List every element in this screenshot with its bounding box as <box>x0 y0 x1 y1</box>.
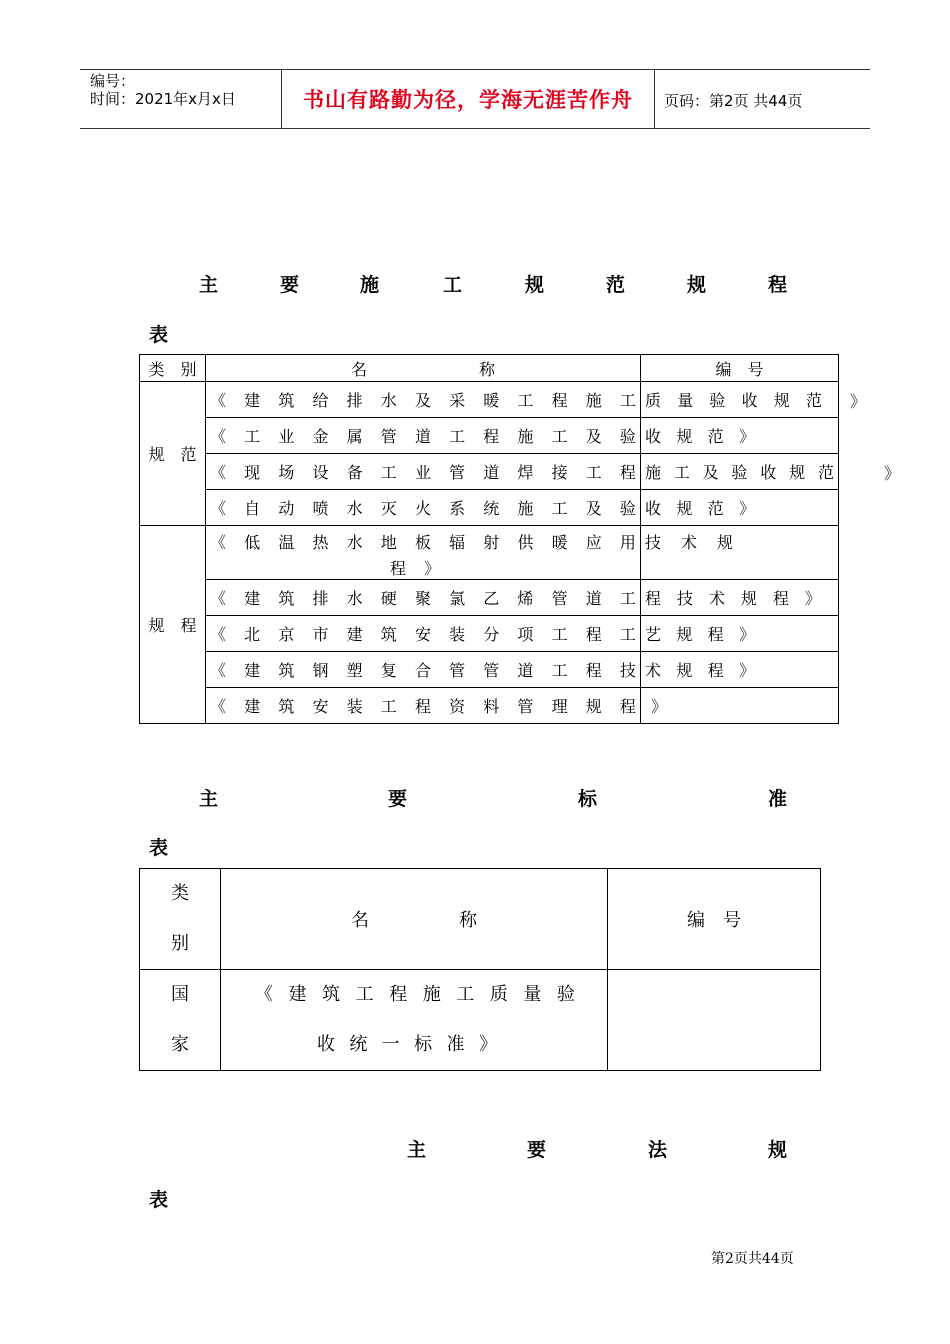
char: 工 <box>619 589 636 608</box>
table-row <box>140 652 839 688</box>
char: 及 <box>585 427 602 446</box>
char: 安 <box>414 625 431 644</box>
name-cell <box>221 970 608 1071</box>
char: 《 <box>210 697 227 716</box>
char: 建 <box>244 661 261 680</box>
char: 市 <box>312 625 329 644</box>
char: 施 <box>517 427 534 446</box>
char: 工 <box>551 661 568 680</box>
name-text <box>206 586 640 609</box>
name-cell <box>206 688 641 724</box>
char: 技 <box>676 589 693 608</box>
char: 场 <box>278 463 295 482</box>
section3-title-tail: 表 <box>149 1189 169 1211</box>
char: 及 <box>702 463 719 482</box>
char: 工 <box>517 391 534 410</box>
char: 规 <box>716 533 733 552</box>
char: 用 <box>619 533 636 552</box>
name-continuation: 程》 <box>390 559 459 578</box>
char: 量 <box>523 984 542 1005</box>
header-name: 名 称 <box>206 355 641 382</box>
char: 装 <box>449 625 466 644</box>
char: 《 <box>210 661 227 680</box>
char: 氯 <box>449 589 466 608</box>
overflow-mark: 》 <box>884 464 901 483</box>
char: 资 <box>449 697 466 716</box>
char: 理 <box>551 697 568 716</box>
category-line: 家 <box>171 1034 189 1055</box>
char: 验 <box>619 427 636 446</box>
code-cell <box>641 490 839 526</box>
table-row <box>140 970 821 1071</box>
header-code: 编 号 <box>641 355 839 382</box>
char: 道 <box>483 463 500 482</box>
code-text <box>641 530 737 553</box>
header-top-rule <box>80 69 870 70</box>
name-cell <box>206 652 641 688</box>
name-cell <box>206 580 641 616</box>
header-category <box>140 869 221 970</box>
char: 收 <box>760 463 777 482</box>
char: 工 <box>355 984 374 1005</box>
char: 水 <box>380 391 397 410</box>
char: 工 <box>456 984 475 1005</box>
char: 建 <box>346 625 363 644</box>
char: 验 <box>709 391 726 410</box>
char: 工 <box>551 499 568 518</box>
char: 道 <box>414 427 431 446</box>
char: 动 <box>278 499 295 518</box>
char: 程 <box>707 661 724 680</box>
char: 收 <box>741 391 758 410</box>
category-cell: 规 程 <box>140 526 206 724</box>
header-category: 类 别 <box>140 355 206 382</box>
name-text <box>206 460 640 483</box>
char: 规 <box>676 499 693 518</box>
char: 程 <box>551 391 568 410</box>
header-category-line: 别 <box>171 933 189 954</box>
code-cell <box>641 580 839 616</box>
char: 属 <box>346 427 363 446</box>
table-header-row <box>140 355 839 382</box>
char: 塑 <box>346 661 363 680</box>
char: 京 <box>278 625 295 644</box>
char: 暖 <box>551 533 568 552</box>
char: 质 <box>645 391 662 410</box>
char: 筑 <box>278 697 295 716</box>
char: 管 <box>483 661 500 680</box>
char: 水 <box>346 589 363 608</box>
title-char: 规 <box>525 274 545 296</box>
char: 地 <box>380 533 397 552</box>
char: 工 <box>673 463 690 482</box>
name-cell <box>206 526 641 580</box>
char: 设 <box>312 463 329 482</box>
char: 应 <box>585 533 602 552</box>
char: 供 <box>517 533 534 552</box>
char: 项 <box>517 625 534 644</box>
char: 合 <box>414 661 431 680</box>
table-row <box>140 490 839 526</box>
char: 工 <box>449 427 466 446</box>
char: 水 <box>346 499 363 518</box>
char: 工 <box>380 463 397 482</box>
name-cell <box>206 418 641 454</box>
code-text <box>641 424 759 447</box>
char: 辐 <box>449 533 466 552</box>
name-text <box>313 1020 501 1070</box>
serial-label: 编号： <box>90 72 136 90</box>
title-char: 施 <box>360 274 380 296</box>
char: 管 <box>449 463 466 482</box>
category-line: 国 <box>171 984 189 1005</box>
code-cell <box>608 970 821 1071</box>
char: 程 <box>772 589 789 608</box>
char: 自 <box>244 499 261 518</box>
main-standards-table <box>139 868 821 1071</box>
char: 》 <box>738 625 755 644</box>
code-text <box>641 658 759 681</box>
char: 《 <box>210 589 227 608</box>
table-row <box>140 454 839 490</box>
char: 接 <box>551 463 568 482</box>
char: 术 <box>645 661 662 680</box>
title-char: 规 <box>768 1139 788 1161</box>
char: 范 <box>707 499 724 518</box>
char: 范 <box>817 463 834 482</box>
char: 收 <box>645 499 662 518</box>
char: 硬 <box>380 589 397 608</box>
char: 一 <box>381 1034 400 1055</box>
char: 管 <box>551 589 568 608</box>
char: 管 <box>449 661 466 680</box>
char: 量 <box>677 391 694 410</box>
table-row <box>140 688 839 724</box>
header-code: 编 号 <box>608 869 821 970</box>
char: 给 <box>312 391 329 410</box>
name-text <box>206 694 640 717</box>
char: 暖 <box>483 391 500 410</box>
char: 范 <box>707 427 724 446</box>
char: 采 <box>449 391 466 410</box>
char: 程 <box>619 463 636 482</box>
code-cell <box>641 454 839 490</box>
char: 钢 <box>312 661 329 680</box>
header-category-line: 类 <box>171 883 189 904</box>
char: 现 <box>244 463 261 482</box>
char: 规 <box>676 661 693 680</box>
char: 程 <box>389 984 408 1005</box>
name-text <box>206 530 640 553</box>
section1-title <box>0 270 950 294</box>
char: 筑 <box>380 625 397 644</box>
char: 程 <box>414 697 431 716</box>
char: 统 <box>483 499 500 518</box>
char: 施 <box>422 984 441 1005</box>
char: 范 <box>805 391 822 410</box>
char: 技 <box>645 533 662 552</box>
char: 程 <box>585 661 602 680</box>
header-motto: 书山有路勤为径，学海无涯苦作舟 <box>303 88 633 112</box>
char: 规 <box>789 463 806 482</box>
table-row <box>140 616 839 652</box>
char: 北 <box>244 625 261 644</box>
char: 管 <box>380 427 397 446</box>
name-text <box>206 622 640 645</box>
name-cell <box>206 454 641 490</box>
char: 烯 <box>517 589 534 608</box>
name-text <box>206 388 640 411</box>
code-cell <box>641 616 839 652</box>
char: 建 <box>288 984 307 1005</box>
title-char: 准 <box>768 788 788 810</box>
title-char: 要 <box>280 274 300 296</box>
table-row <box>140 382 839 418</box>
char: 建 <box>244 391 261 410</box>
char: 规 <box>773 391 790 410</box>
title-char: 要 <box>388 788 408 810</box>
char: 艺 <box>645 625 662 644</box>
table-row <box>140 418 839 454</box>
char: 《 <box>210 533 227 552</box>
time-label: 时间：2021年x月x日 <box>90 90 236 108</box>
char: 程 <box>619 697 636 716</box>
char: 《 <box>210 499 227 518</box>
overflow-mark: 》 <box>850 392 867 411</box>
name-text <box>206 496 640 519</box>
char: 低 <box>244 533 261 552</box>
char: 施 <box>585 391 602 410</box>
category-cell: 规 范 <box>140 382 206 526</box>
char: 灭 <box>380 499 397 518</box>
char: 工 <box>551 427 568 446</box>
table-row <box>140 526 839 580</box>
code-cell <box>641 652 839 688</box>
char: 料 <box>483 697 500 716</box>
char: 质 <box>489 984 508 1005</box>
char: 验 <box>619 499 636 518</box>
char: 规 <box>676 625 693 644</box>
char: 》 <box>738 499 755 518</box>
char: 安 <box>312 697 329 716</box>
char: 程 <box>585 625 602 644</box>
title-char: 工 <box>443 274 463 296</box>
char: 热 <box>312 533 329 552</box>
char: 《 <box>210 625 227 644</box>
char: 术 <box>680 533 697 552</box>
char: 程 <box>707 625 724 644</box>
char: 《 <box>210 463 227 482</box>
title-char: 规 <box>687 274 707 296</box>
char: 筑 <box>278 391 295 410</box>
title-char: 主 <box>199 788 219 810</box>
title-char: 程 <box>768 274 788 296</box>
standards-table <box>139 354 839 724</box>
table-header-row <box>140 869 821 970</box>
code-text <box>641 496 759 519</box>
char: 射 <box>483 533 500 552</box>
name-cell <box>206 382 641 418</box>
title-char: 主 <box>199 274 219 296</box>
section1-title-tail: 表 <box>149 324 169 346</box>
char: 建 <box>244 697 261 716</box>
char: 焊 <box>517 463 534 482</box>
char: 及 <box>585 499 602 518</box>
code-text <box>641 622 759 645</box>
char: 施 <box>645 463 662 482</box>
char: 装 <box>346 697 363 716</box>
name-text <box>206 424 640 447</box>
code-cell <box>641 418 839 454</box>
char: 排 <box>312 589 329 608</box>
page-label: 页码：第2页 共44页 <box>664 92 803 110</box>
char: 工 <box>380 697 397 716</box>
name-text <box>206 658 640 681</box>
header-divider <box>654 69 655 129</box>
char: 》 <box>804 589 821 608</box>
char: 及 <box>414 391 431 410</box>
name-cell <box>206 490 641 526</box>
char: 系 <box>449 499 466 518</box>
header-bottom-rule <box>80 128 870 129</box>
char: 道 <box>585 589 602 608</box>
char: 工 <box>585 463 602 482</box>
char: 喷 <box>312 499 329 518</box>
char: 标 <box>414 1034 433 1055</box>
section3-title <box>0 1135 950 1159</box>
char: 工 <box>244 427 261 446</box>
char: 《 <box>210 391 227 410</box>
char: 备 <box>346 463 363 482</box>
char: 验 <box>556 984 575 1005</box>
code-text <box>641 586 825 609</box>
char: 筑 <box>278 589 295 608</box>
char: 施 <box>517 499 534 518</box>
char: 》 <box>478 1034 497 1055</box>
category-cell <box>140 970 221 1071</box>
title-char: 主 <box>407 1139 427 1161</box>
char: 排 <box>346 391 363 410</box>
section2-title <box>0 784 950 808</box>
char: 分 <box>483 625 500 644</box>
section2-title-tail: 表 <box>149 837 169 859</box>
title-char: 范 <box>606 274 626 296</box>
title-char: 法 <box>648 1139 668 1161</box>
footer-page-number: 第2页共44页 <box>711 1251 794 1267</box>
title-char: 标 <box>578 788 598 810</box>
char: 规 <box>676 427 693 446</box>
char: 准 <box>446 1034 465 1055</box>
char: 管 <box>517 697 534 716</box>
char: 道 <box>517 661 534 680</box>
char: 金 <box>312 427 329 446</box>
char: 统 <box>349 1034 368 1055</box>
name-text <box>251 970 579 1020</box>
char: 复 <box>380 661 397 680</box>
char: 》 <box>738 427 755 446</box>
char: 筑 <box>322 984 341 1005</box>
char: 收 <box>645 427 662 446</box>
char: 工 <box>551 625 568 644</box>
code-cell <box>641 688 839 724</box>
header-name: 名 称 <box>221 869 608 970</box>
char: 业 <box>278 427 295 446</box>
char: 《 <box>210 427 227 446</box>
char: 规 <box>740 589 757 608</box>
name-cell <box>206 616 641 652</box>
char: 建 <box>244 589 261 608</box>
char: 火 <box>414 499 431 518</box>
char: 聚 <box>414 589 431 608</box>
char: 温 <box>278 533 295 552</box>
char: 工 <box>619 391 636 410</box>
char: 术 <box>708 589 725 608</box>
char: 程 <box>483 427 500 446</box>
code-cell <box>641 526 839 580</box>
char: 程 <box>645 589 662 608</box>
code-text <box>641 388 838 411</box>
char: 水 <box>346 533 363 552</box>
char: 规 <box>585 697 602 716</box>
char: 筑 <box>278 661 295 680</box>
title-char: 要 <box>527 1139 547 1161</box>
code-text <box>641 460 838 483</box>
char: 技 <box>619 661 636 680</box>
char: 收 <box>317 1034 335 1055</box>
table-row <box>140 580 839 616</box>
char: 工 <box>619 625 636 644</box>
char: 板 <box>414 533 431 552</box>
char: 乙 <box>483 589 500 608</box>
code-text: 》 <box>651 697 668 716</box>
code-cell <box>641 382 839 418</box>
char: 业 <box>414 463 431 482</box>
char: 《 <box>255 984 273 1005</box>
char: 验 <box>731 463 748 482</box>
char: 》 <box>738 661 755 680</box>
